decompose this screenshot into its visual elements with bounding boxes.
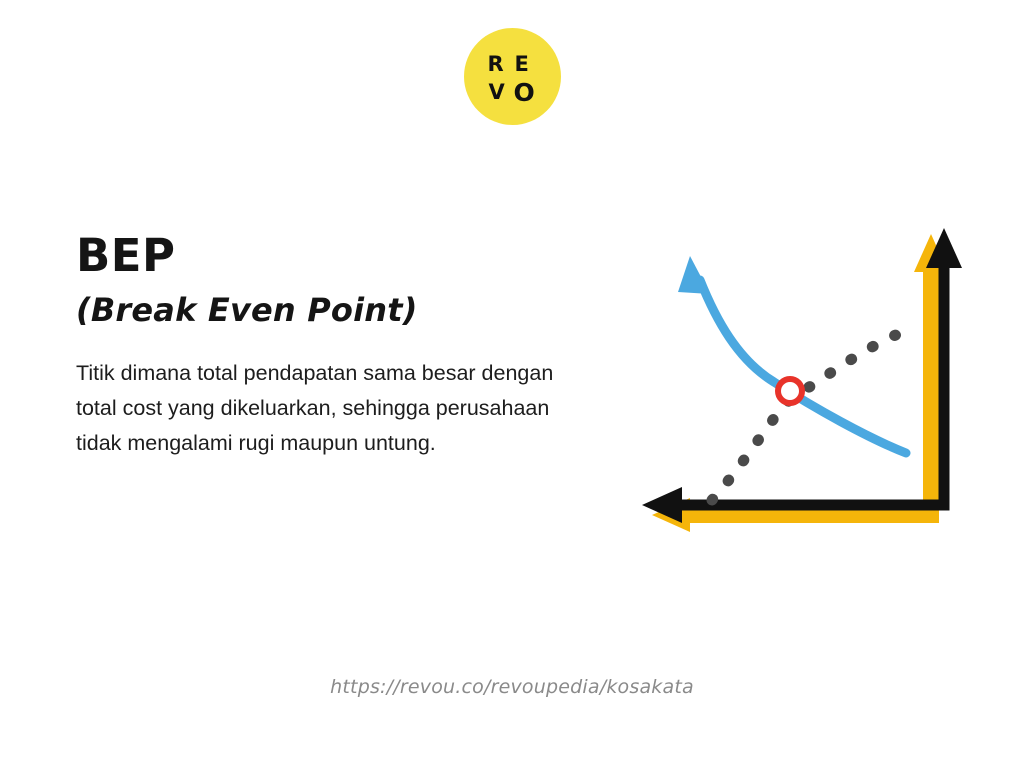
footer	[0, 676, 1024, 698]
logo-letters	[464, 28, 561, 125]
source-url[interactable]: https://revou.co/revoupedia/kosakata	[330, 676, 694, 698]
logo-letter-r: R	[487, 52, 504, 76]
text-block	[76, 229, 616, 461]
page-subtitle: (Break Even Point)	[76, 291, 418, 330]
logo-letter-o: O	[513, 78, 535, 107]
logo-letter-v: V	[488, 80, 505, 104]
logo-container	[0, 28, 1024, 125]
page-title: BEP	[76, 229, 176, 282]
break-even-point-marker	[778, 379, 802, 403]
revenue-curve	[678, 256, 906, 453]
definition-text: Titik dimana total pendapatan sama besar dengan total cost yang dikeluarkan, sehingga perusahaan tidak mengalami rugi maupun untung.	[76, 361, 554, 456]
logo-letter-e: E	[514, 52, 528, 76]
revou-logo	[464, 28, 561, 125]
break-even-point-chart	[638, 210, 988, 550]
